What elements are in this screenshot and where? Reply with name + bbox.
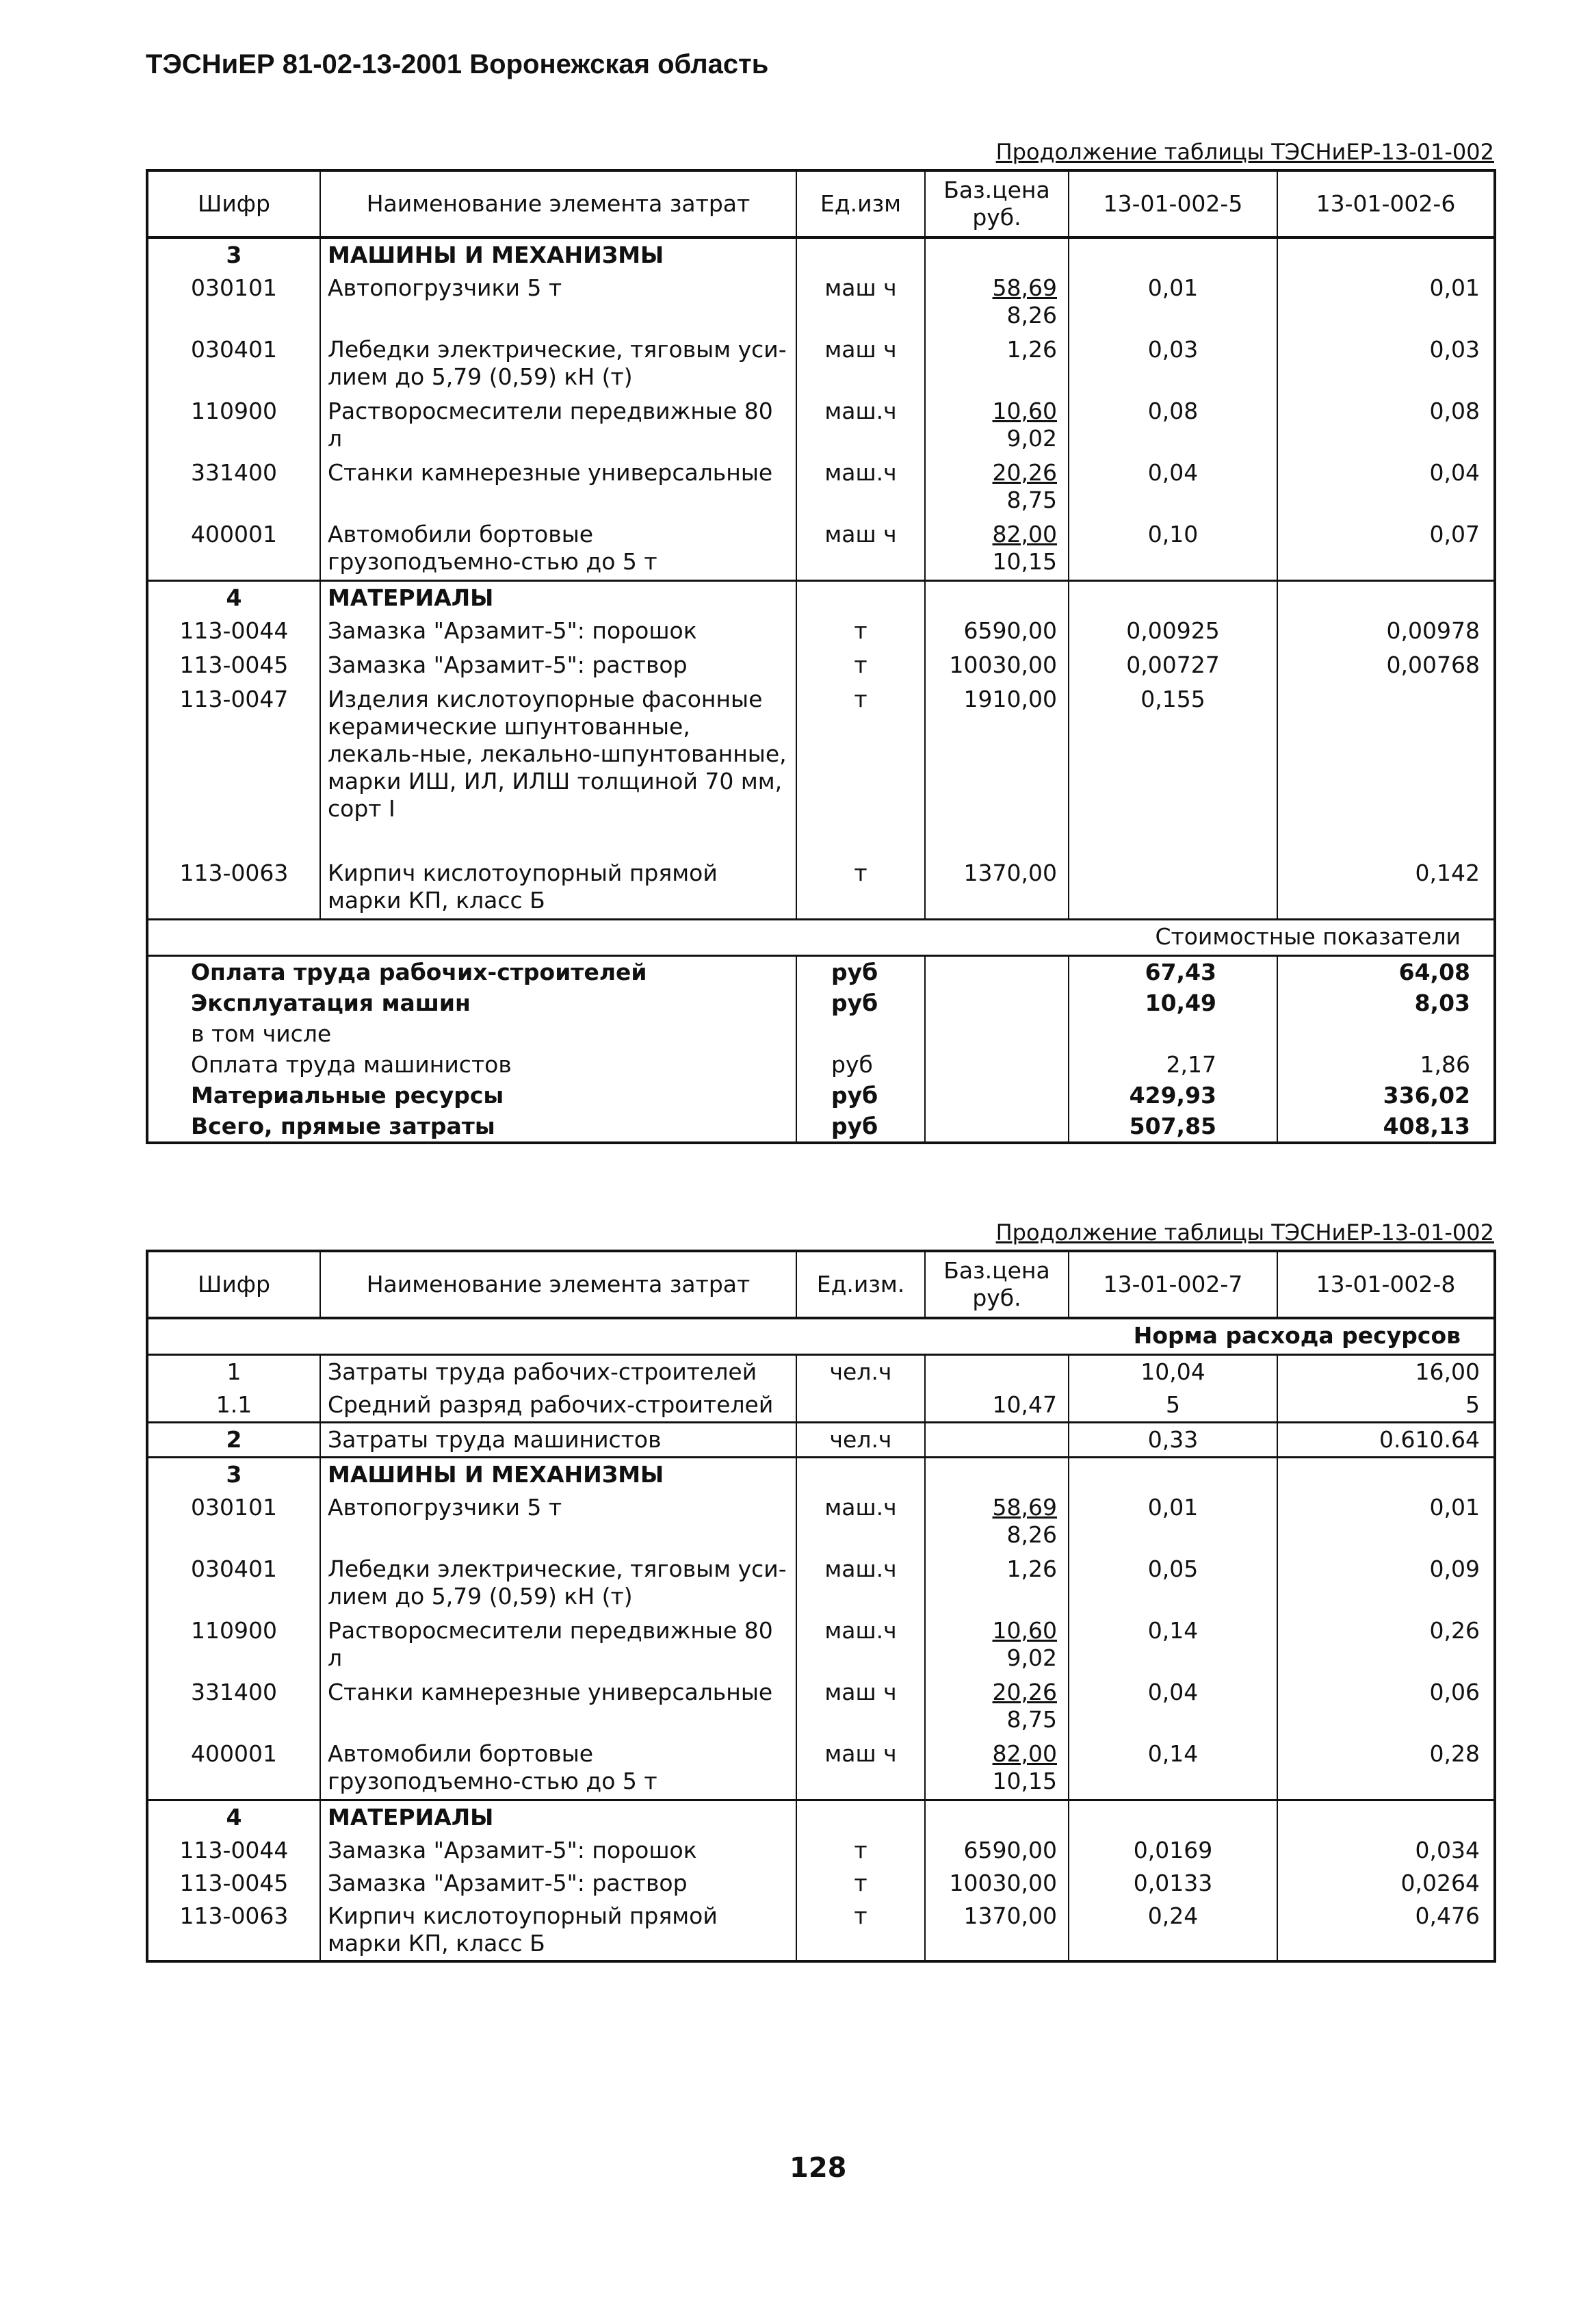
table-row (147, 1553, 1495, 1614)
total-col2: 1,86 (1277, 1049, 1495, 1080)
price-cell (925, 1900, 1069, 1961)
empty-cell (1069, 1800, 1277, 1835)
code-cell: 110900 (191, 1617, 277, 1644)
section-title: МАТЕРИАЛЫ (320, 1800, 796, 1835)
total-unit: руб (796, 987, 925, 1018)
table1-body (147, 170, 1495, 1143)
empty-cell (925, 1458, 1069, 1492)
price-cell (925, 1867, 1069, 1900)
price-cell (925, 1355, 1069, 1389)
header-unit: Ед.изм. (796, 1251, 925, 1318)
unit-cell: маш ч (796, 518, 925, 581)
header-name: Наименование элемента затрат (320, 170, 796, 237)
price-cell (925, 683, 1069, 857)
totals-row (147, 1018, 1495, 1049)
price-value: 1370,00 (963, 1902, 1057, 1929)
value-col1: 5 (1069, 1389, 1277, 1423)
price-value: 1,26 (1006, 336, 1057, 363)
empty-cell (796, 581, 925, 615)
total-unit: руб (796, 1049, 925, 1080)
total-col2: 408,13 (1277, 1111, 1495, 1143)
value-col2: 0,142 (1277, 857, 1495, 920)
total-col1: 67,43 (1069, 956, 1277, 988)
code-cell: 331400 (191, 459, 277, 486)
name-cell: Автопогрузчики 5 т (320, 272, 796, 333)
unit-cell: чел.ч (796, 1355, 925, 1389)
name-cell: Автомобили бортовые грузоподъемно-стью до 5 т (320, 518, 796, 581)
price-value: 20,26 (992, 459, 1057, 486)
price-cell (925, 1553, 1069, 1614)
price-machinist-value: 8,75 (1006, 487, 1057, 513)
value-col1: 0,10 (1069, 518, 1277, 581)
header-col1: 13-01-002-7 (1069, 1251, 1277, 1318)
empty-cell (925, 581, 1069, 615)
name-cell: Растворосмесители передвижные 80 л (320, 1614, 796, 1676)
table2-header-row (147, 1251, 1495, 1318)
header-code: Шифр (147, 1251, 320, 1318)
unit-cell: маш.ч (796, 456, 925, 518)
code-cell: 2 (147, 1423, 320, 1458)
empty-cell (796, 1800, 925, 1835)
total-unit: руб (796, 956, 925, 988)
empty-cell (925, 1111, 1069, 1143)
price-cell (925, 1423, 1069, 1458)
empty-cell (1277, 237, 1495, 272)
page-title: ТЭСНиЕР 81-02-13-2001 Воронежская область (146, 49, 769, 79)
value-col2: 0,09 (1277, 1553, 1495, 1614)
name-cell: Кирпич кислотоупорный прямой марки КП, класс Б (320, 857, 796, 920)
table-row (147, 1614, 1495, 1676)
price-value: 10,47 (992, 1391, 1057, 1418)
value-col1: 0,03 (1069, 333, 1277, 395)
value-col1: 0,04 (1069, 456, 1277, 518)
totals-row (147, 1080, 1495, 1111)
name-cell: Станки камнерезные универсальные (320, 456, 796, 518)
table-row (147, 333, 1495, 395)
price-cell (925, 615, 1069, 649)
total-col2 (1277, 1018, 1495, 1049)
price-value: 6590,00 (963, 1837, 1057, 1863)
norm-label: Норма расхода ресурсов (147, 1318, 1495, 1355)
total-col2: 64,08 (1277, 956, 1495, 988)
table1-header-row (147, 170, 1495, 237)
empty-cell (1277, 581, 1495, 615)
name-cell: Затраты труда рабочих-строителей (320, 1355, 796, 1389)
table-row (147, 1355, 1495, 1389)
unit-cell: т (796, 649, 925, 683)
value-col2: 0,01 (1277, 272, 1495, 333)
total-col1: 507,85 (1069, 1111, 1277, 1143)
total-name: Эксплуатация машин (191, 990, 471, 1016)
section-code: 4 (147, 1800, 320, 1835)
price-value: 82,00 (992, 521, 1057, 547)
table-row (147, 1491, 1495, 1553)
empty-cell (1069, 581, 1277, 615)
section-code: 3 (226, 242, 242, 268)
empty-cell (1277, 1800, 1495, 1835)
value-col2: 0,28 (1277, 1738, 1495, 1800)
value-col1: 0,24 (1069, 1900, 1277, 1961)
table-row (147, 615, 1495, 649)
name-cell: Станки камнерезные универсальные (320, 1676, 796, 1738)
name-cell: Замазка "Арзамит-5": раствор (320, 1867, 796, 1900)
table1-caption: Продолжение таблицы ТЭСНиЕР-13-01-002 (995, 139, 1494, 165)
header-price: Баз.цена руб. (925, 170, 1069, 237)
price-cell (925, 456, 1069, 518)
table2-body (147, 1251, 1495, 1961)
unit-cell: т (796, 1900, 925, 1961)
value-col1: 0,155 (1069, 683, 1277, 857)
table-row (147, 272, 1495, 333)
unit-cell: маш ч (796, 272, 925, 333)
table-row (147, 1738, 1495, 1800)
value-col2: 0,00768 (1277, 649, 1495, 683)
empty-cell (796, 237, 925, 272)
price-cell (925, 1389, 1069, 1423)
empty-cell (925, 987, 1069, 1018)
table-row (147, 1867, 1495, 1900)
section-title: МАШИНЫ И МЕХАНИЗМЫ (320, 237, 796, 272)
value-col2: 0,03 (1277, 333, 1495, 395)
unit-cell: маш ч (796, 1738, 925, 1800)
price-value: 20,26 (992, 1679, 1057, 1705)
cost-indicators-row (147, 920, 1495, 956)
name-cell: Лебедки электрические, тяговым уси-лием до 5,79 (0,59) кН (т) (320, 1553, 796, 1614)
table-row (147, 456, 1495, 518)
value-col2: 0,034 (1277, 1834, 1495, 1867)
code-cell: 113-0047 (179, 686, 289, 712)
table-row (147, 1900, 1495, 1961)
unit-cell: маш ч (796, 333, 925, 395)
header-col2: 13-01-002-6 (1277, 170, 1495, 237)
unit-cell: т (796, 615, 925, 649)
value-col2: 0,06 (1277, 1676, 1495, 1738)
empty-cell (925, 956, 1069, 988)
price-cell (925, 1491, 1069, 1553)
code-cell: 1 (226, 1358, 242, 1385)
value-col1: 0,14 (1069, 1738, 1277, 1800)
value-col2: 0,00978 (1277, 615, 1495, 649)
table-row (147, 857, 1495, 920)
unit-cell: маш.ч (796, 395, 925, 456)
price-cell (925, 649, 1069, 683)
value-col2: 0,07 (1277, 518, 1495, 581)
code-cell: 400001 (191, 521, 277, 547)
value-col2: 5 (1277, 1389, 1495, 1423)
table-row (147, 683, 1495, 857)
price-cell (925, 1834, 1069, 1867)
header-code: Шифр (147, 170, 320, 237)
totals-row (147, 1111, 1495, 1143)
name-cell: Затраты труда машинистов (320, 1423, 796, 1458)
empty-cell (925, 1800, 1069, 1835)
section-title: МАТЕРИАЛЫ (320, 581, 796, 615)
value-col2: 0,0264 (1277, 1867, 1495, 1900)
value-col2: 0,01 (1277, 1491, 1495, 1553)
unit-cell: чел.ч (796, 1423, 925, 1458)
table-row (147, 1389, 1495, 1423)
empty-cell (1069, 237, 1277, 272)
price-machinist-value: 8,75 (1006, 1706, 1057, 1733)
price-value: 6590,00 (963, 617, 1057, 644)
price-cell (925, 272, 1069, 333)
price-value: 1370,00 (963, 860, 1057, 886)
name-cell: Кирпич кислотоупорный прямой марки КП, класс Б (320, 1900, 796, 1961)
unit-cell: т (796, 1867, 925, 1900)
code-cell: 030401 (191, 336, 277, 363)
name-cell: Средний разряд рабочих-строителей (320, 1389, 796, 1423)
value-col1: 0,00727 (1069, 649, 1277, 683)
totals-row (147, 987, 1495, 1018)
norm-row (147, 1318, 1495, 1355)
section-row (147, 1800, 1495, 1835)
price-machinist-value: 8,26 (1006, 302, 1057, 328)
value-col1: 0,08 (1069, 395, 1277, 456)
price-value: 82,00 (992, 1740, 1057, 1767)
value-col1: 0,01 (1069, 1491, 1277, 1553)
table1 (146, 169, 1496, 1144)
code-cell: 113-0045 (179, 1870, 289, 1896)
code-cell: 030101 (191, 274, 277, 301)
empty-cell (925, 1080, 1069, 1111)
price-machinist-value: 10,15 (992, 548, 1057, 575)
section-row (147, 581, 1495, 615)
code-cell: 113-0044 (179, 1837, 289, 1863)
value-col2: 0,08 (1277, 395, 1495, 456)
section-title: МАШИНЫ И МЕХАНИЗМЫ (320, 1458, 796, 1492)
value-col1: 0,00925 (1069, 615, 1277, 649)
table-row (147, 1676, 1495, 1738)
price-cell (925, 1738, 1069, 1800)
value-col1: 0,14 (1069, 1614, 1277, 1676)
page-number: 128 (790, 2152, 847, 2184)
price-cell (925, 857, 1069, 920)
unit-cell: маш.ч (796, 1491, 925, 1553)
name-cell: Изделия кислотоупорные фасонные керамические шпунтованные, лекаль-ные, лекально-шпунтованные, марки ИШ, ИЛ, ИЛШ толщиной 70 мм, сорт I (320, 683, 796, 857)
price-cell (925, 1614, 1069, 1676)
header-unit: Ед.изм (796, 170, 925, 237)
header-name: Наименование элемента затрат (320, 1251, 796, 1318)
empty-cell (925, 1018, 1069, 1049)
code-cell: 030401 (191, 1555, 277, 1582)
name-cell: Лебедки электрические, тяговым уси-лием до 5,79 (0,59) кН (т) (320, 333, 796, 395)
value-col1: 10,04 (1069, 1355, 1277, 1389)
total-name: Оплата труда машинистов (191, 1051, 512, 1078)
total-col1: 429,93 (1069, 1080, 1277, 1111)
price-value: 1,26 (1006, 1555, 1057, 1582)
code-cell: 113-0063 (179, 860, 289, 886)
section-code: 3 (147, 1458, 320, 1492)
price-cell (925, 518, 1069, 581)
name-cell: Автопогрузчики 5 т (320, 1491, 796, 1553)
price-value: 58,69 (992, 274, 1057, 301)
value-col2 (1277, 683, 1495, 857)
value-col1: 0,33 (1069, 1423, 1277, 1458)
total-name: Материальные ресурсы (191, 1082, 504, 1109)
table-row (147, 1423, 1495, 1458)
code-cell: 110900 (191, 398, 277, 424)
empty-cell (1069, 1458, 1277, 1492)
code-cell: 113-0044 (179, 617, 289, 644)
value-col2: 0,04 (1277, 456, 1495, 518)
section-row (147, 1458, 1495, 1492)
empty-cell (925, 237, 1069, 272)
section-row (147, 237, 1495, 272)
code-cell: 1.1 (216, 1391, 252, 1418)
table2-caption: Продолжение таблицы ТЭСНиЕР-13-01-002 (995, 1219, 1494, 1245)
price-cell (925, 1676, 1069, 1738)
name-cell: Замазка "Арзамит-5": порошок (320, 1834, 796, 1867)
code-cell: 113-0045 (179, 651, 289, 678)
total-name: Оплата труда рабочих-строителей (191, 959, 647, 985)
total-col2: 336,02 (1277, 1080, 1495, 1111)
name-cell: Автомобили бортовые грузоподъемно-стью до 5 т (320, 1738, 796, 1800)
price-value: 58,69 (992, 1494, 1057, 1521)
name-cell: Растворосмесители передвижные 80 л (320, 395, 796, 456)
name-cell: Замазка "Арзамит-5": порошок (320, 615, 796, 649)
price-value: 10,60 (992, 1617, 1057, 1644)
total-unit: руб (796, 1080, 925, 1111)
total-unit (796, 1018, 925, 1049)
cost-indicators-label: Стоимостные показатели (147, 920, 1495, 956)
price-value: 10030,00 (949, 651, 1057, 678)
totals-row (147, 1049, 1495, 1080)
value-col2: 0.610.64 (1277, 1423, 1495, 1458)
empty-cell (925, 1049, 1069, 1080)
value-col2: 0,26 (1277, 1614, 1495, 1676)
value-col2: 16,00 (1277, 1355, 1495, 1389)
code-cell: 113-0063 (179, 1902, 289, 1929)
unit-cell: маш.ч (796, 1614, 925, 1676)
price-machinist-value: 10,15 (992, 1768, 1057, 1794)
header-col2: 13-01-002-8 (1277, 1251, 1495, 1318)
unit-cell: т (796, 857, 925, 920)
unit-cell: маш ч (796, 1676, 925, 1738)
section-code: 4 (147, 581, 320, 615)
code-cell: 400001 (191, 1740, 277, 1767)
value-col1: 0,0169 (1069, 1834, 1277, 1867)
total-name: Всего, прямые затраты (191, 1113, 495, 1139)
total-col1 (1069, 1018, 1277, 1049)
unit-cell: т (796, 683, 925, 857)
header-price: Баз.цена руб. (925, 1251, 1069, 1318)
price-value: 10030,00 (949, 1870, 1057, 1896)
empty-cell (796, 1458, 925, 1492)
price-cell (925, 395, 1069, 456)
header-col1: 13-01-002-5 (1069, 170, 1277, 237)
total-unit: руб (796, 1111, 925, 1143)
table2 (146, 1250, 1496, 1963)
unit-cell: маш.ч (796, 1553, 925, 1614)
table-row (147, 649, 1495, 683)
value-col2: 0,476 (1277, 1900, 1495, 1961)
table-row (147, 1834, 1495, 1867)
empty-cell (1277, 1458, 1495, 1492)
table-row (147, 518, 1495, 581)
price-machinist-value: 9,02 (1006, 425, 1057, 452)
name-cell: Замазка "Арзамит-5": раствор (320, 649, 796, 683)
price-value: 1910,00 (963, 686, 1057, 712)
value-col1: 0,05 (1069, 1553, 1277, 1614)
price-cell (925, 333, 1069, 395)
price-machinist-value: 9,02 (1006, 1644, 1057, 1671)
value-col1 (1069, 857, 1277, 920)
price-machinist-value: 8,26 (1006, 1521, 1057, 1548)
table-row (147, 395, 1495, 456)
totals-row (147, 956, 1495, 988)
value-col1: 0,0133 (1069, 1867, 1277, 1900)
value-col1: 0,01 (1069, 272, 1277, 333)
total-col2: 8,03 (1277, 987, 1495, 1018)
unit-cell (796, 1389, 925, 1423)
total-name: в том числе (191, 1020, 332, 1047)
unit-cell: т (796, 1834, 925, 1867)
code-cell: 331400 (191, 1679, 277, 1705)
code-cell: 030101 (191, 1494, 277, 1521)
total-col1: 10,49 (1069, 987, 1277, 1018)
value-col1: 0,04 (1069, 1676, 1277, 1738)
price-value: 10,60 (992, 398, 1057, 424)
total-col1: 2,17 (1069, 1049, 1277, 1080)
